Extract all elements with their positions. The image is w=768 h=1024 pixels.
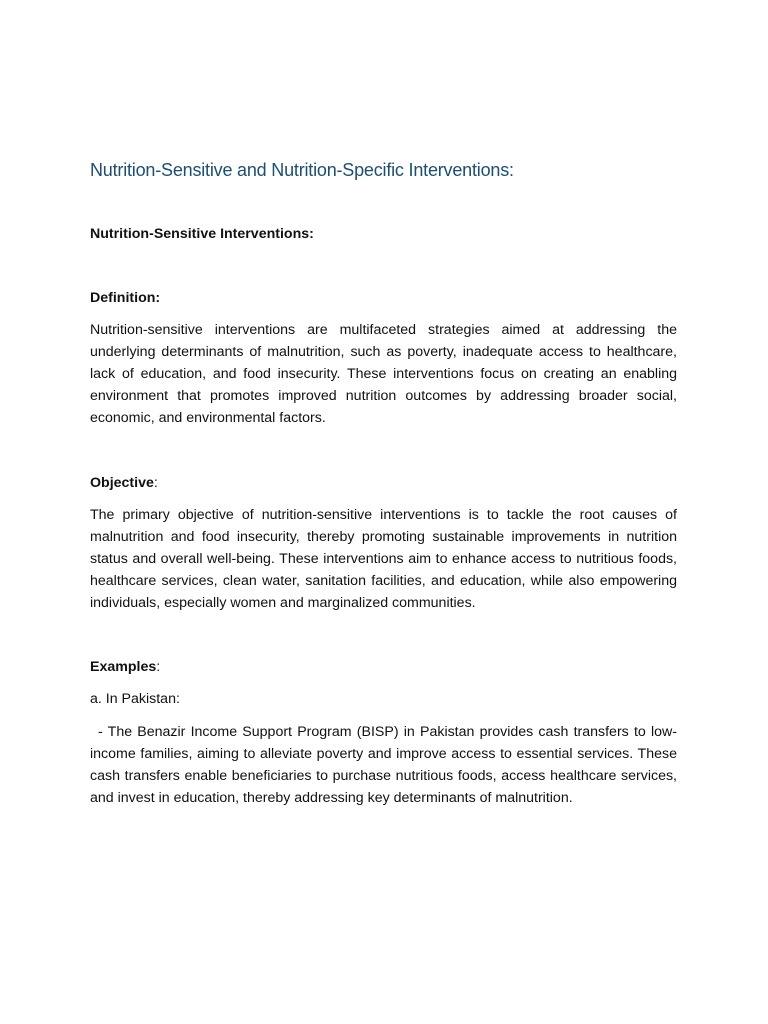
document-title: Nutrition-Sensitive and Nutrition-Specific Interventions: xyxy=(90,160,514,180)
objective-paragraph: The primary objective of nutrition-sensitive interventions is to tackle the root causes of malnutrition and food insecurity, thereby promoting sustainable improvements in nutrition status and overall well-being. These interventions aim to enhance access to nutritious foods, healthcare services, clean water, sanitation facilities, and education, while also empowering individuals, especially women and marginalized communities. xyxy=(90,507,677,611)
section-heading: Nutrition-Sensitive Interventions: xyxy=(90,226,314,242)
objective-heading xyxy=(90,472,677,494)
definition-paragraph: Nutrition-sensitive interventions are multifaceted strategies aimed at addressing the underlying determinants of malnutrition, such as poverty, inadequate access to healthcare, lack of education, and food insecurity. These interventions focus on creating an enabling environment that promotes improved nutrition outcomes by addressing broader social, economic, and environmental factors. xyxy=(90,322,677,426)
examples-heading xyxy=(90,656,677,678)
examples-subheading: a. In Pakistan: xyxy=(90,691,180,707)
examples-colon: : xyxy=(156,659,161,675)
objective-label: Objective xyxy=(90,475,154,491)
objective-colon: : xyxy=(153,475,158,491)
definition-label: Definition: xyxy=(90,290,161,306)
examples-label: Examples xyxy=(90,659,157,675)
document-page xyxy=(90,0,677,1024)
examples-paragraph: - The Benazir Income Support Program (BISP) in Pakistan provides cash transfers to low-income families, aiming to alleviate poverty and improve access to essential services. These cash transfers enable beneficiaries to purchase nutritious foods, access healthcare services, and invest in education, thereby addressing key determinants of malnutrition. xyxy=(90,724,677,806)
